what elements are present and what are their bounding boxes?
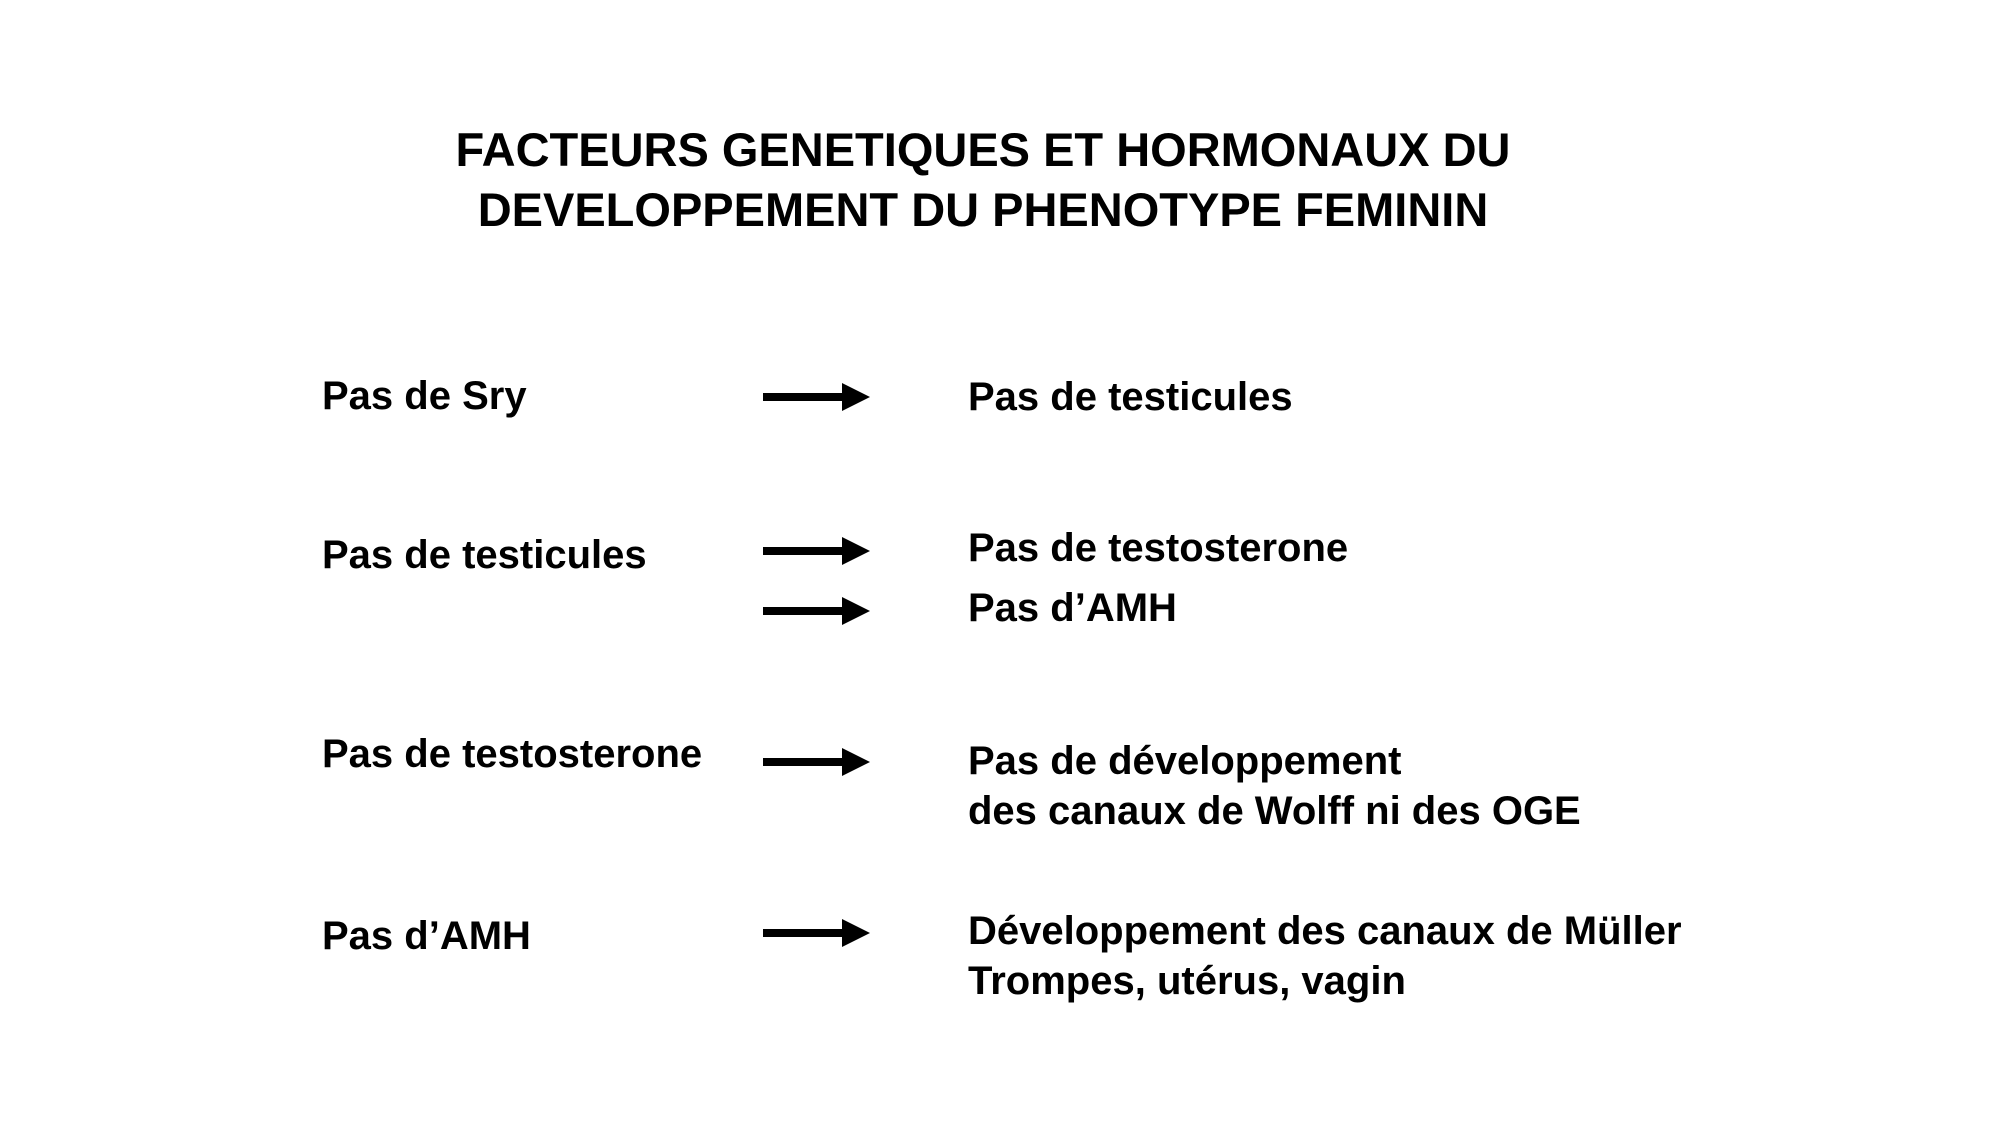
effect-label: Pas de testosterone xyxy=(968,526,1349,570)
cause-label: Pas de testosterone xyxy=(322,732,703,776)
cause-label: Pas d’AMH xyxy=(322,914,531,958)
effect-label: Pas de testicules xyxy=(968,375,1293,419)
right-arrow-icon xyxy=(763,536,871,566)
cause-label: Pas de Sry xyxy=(322,374,527,418)
right-arrow-icon xyxy=(763,596,871,626)
cause-label: Pas de testicules xyxy=(322,533,647,577)
right-arrow-icon xyxy=(763,918,871,948)
effect-label: Pas d’AMH xyxy=(968,586,1177,630)
slide-title-line-2: DEVELOPPEMENT DU PHENOTYPE FEMININ xyxy=(477,183,1489,236)
effect-label: Développement des canaux de Müller xyxy=(968,909,1682,953)
right-arrow-icon xyxy=(763,382,871,412)
right-arrow-icon xyxy=(763,747,871,777)
slide-title-line-1: FACTEURS GENETIQUES ET HORMONAUX DU xyxy=(455,123,1511,176)
effect-label-continued: Trompes, utérus, vagin xyxy=(968,959,1406,1003)
effect-label-continued: des canaux de Wolff ni des OGE xyxy=(968,789,1581,833)
effect-label: Pas de développement xyxy=(968,739,1402,783)
